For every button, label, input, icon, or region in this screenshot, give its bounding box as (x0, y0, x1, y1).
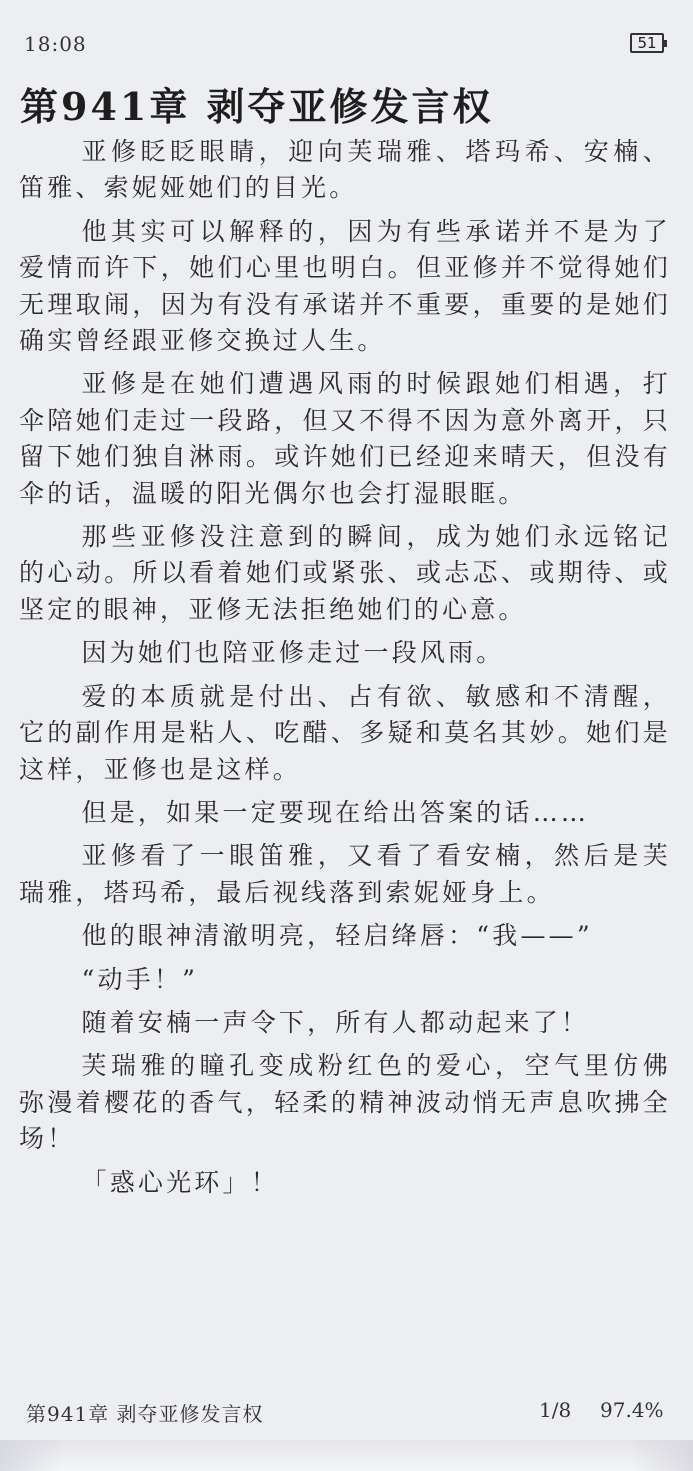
footer-chapter-title: 第941章 剥夺亚修发言权 (26, 1402, 264, 1426)
paragraph: 他的眼神清澈明亮，轻启绛唇：“我——” (81, 921, 593, 951)
battery-icon (630, 33, 664, 53)
paragraph: 他其实可以解释的，因为有些承诺并不是为了爱情而许下，她们心里也明白。但亚修并不觉得她们无理取闹，因为有没有承诺并不重要，重要的是她们确实曾经跟亚修交换过人生。 (19, 216, 671, 356)
paragraph: 随着安楠一声令下，所有人都动起来了！ (81, 1007, 590, 1037)
paragraph: 因为她们也陪亚修走过一段风雨。 (81, 638, 505, 668)
paragraph: 芙瑞雅的瞳孔变成粉红色的爱心，空气里仿佛弥漫着樱花的香气，轻柔的精神波动悄无声息吹拂全场！ (19, 1051, 671, 1154)
paragraph: 「惑心光环」！ (81, 1167, 279, 1197)
paragraph: 亚修是在她们遭遇风雨的时候跟她们相遇，打伞陪她们走过一段路，但又不得不因为意外离开，只留下她们独自淋雨。或许她们已经迎来晴天，但没有伞的话，温暖的阳光偶尔也会打湿眼眶。 (19, 369, 671, 508)
bottom-gesture-area[interactable] (0, 1440, 693, 1471)
paragraph: 亚修眨眨眼睛，迎向芙瑞雅、塔玛希、安楠、笛雅、索妮娅她们的目光。 (19, 137, 671, 203)
status-time: 18:08 (24, 32, 87, 56)
footer-page-indicator: 1/8 (539, 1398, 572, 1422)
paragraph: 爱的本质就是付出、占有欲、敏感和不清醒，它的副作用是粘人、吃醋、多疑和莫名其妙。她们是这样，亚修也是这样。 (19, 681, 671, 784)
reader-footer (0, 1392, 693, 1432)
reading-content[interactable] (19, 134, 671, 1208)
battery-level: 51 (637, 34, 657, 52)
footer-progress: 97.4% (600, 1398, 664, 1422)
status-bar (0, 0, 693, 80)
paragraph: 但是，如果一定要现在给出答案的话…… (81, 797, 590, 827)
paragraph: “动手！” (81, 964, 199, 994)
chapter-title: 第941章 剥夺亚修发言权 (20, 84, 494, 129)
paragraph: 那些亚修没注意到的瞬间，成为她们永远铭记的心动。所以看着她们或紧张、或忐忑、或期待、或坚定的眼神，亚修无法拒绝她们的心意。 (19, 522, 671, 624)
paragraph: 亚修看了一眼笛雅，又看了看安楠，然后是芙瑞雅，塔玛希，最后视线落到索妮娅身上。 (19, 841, 671, 907)
